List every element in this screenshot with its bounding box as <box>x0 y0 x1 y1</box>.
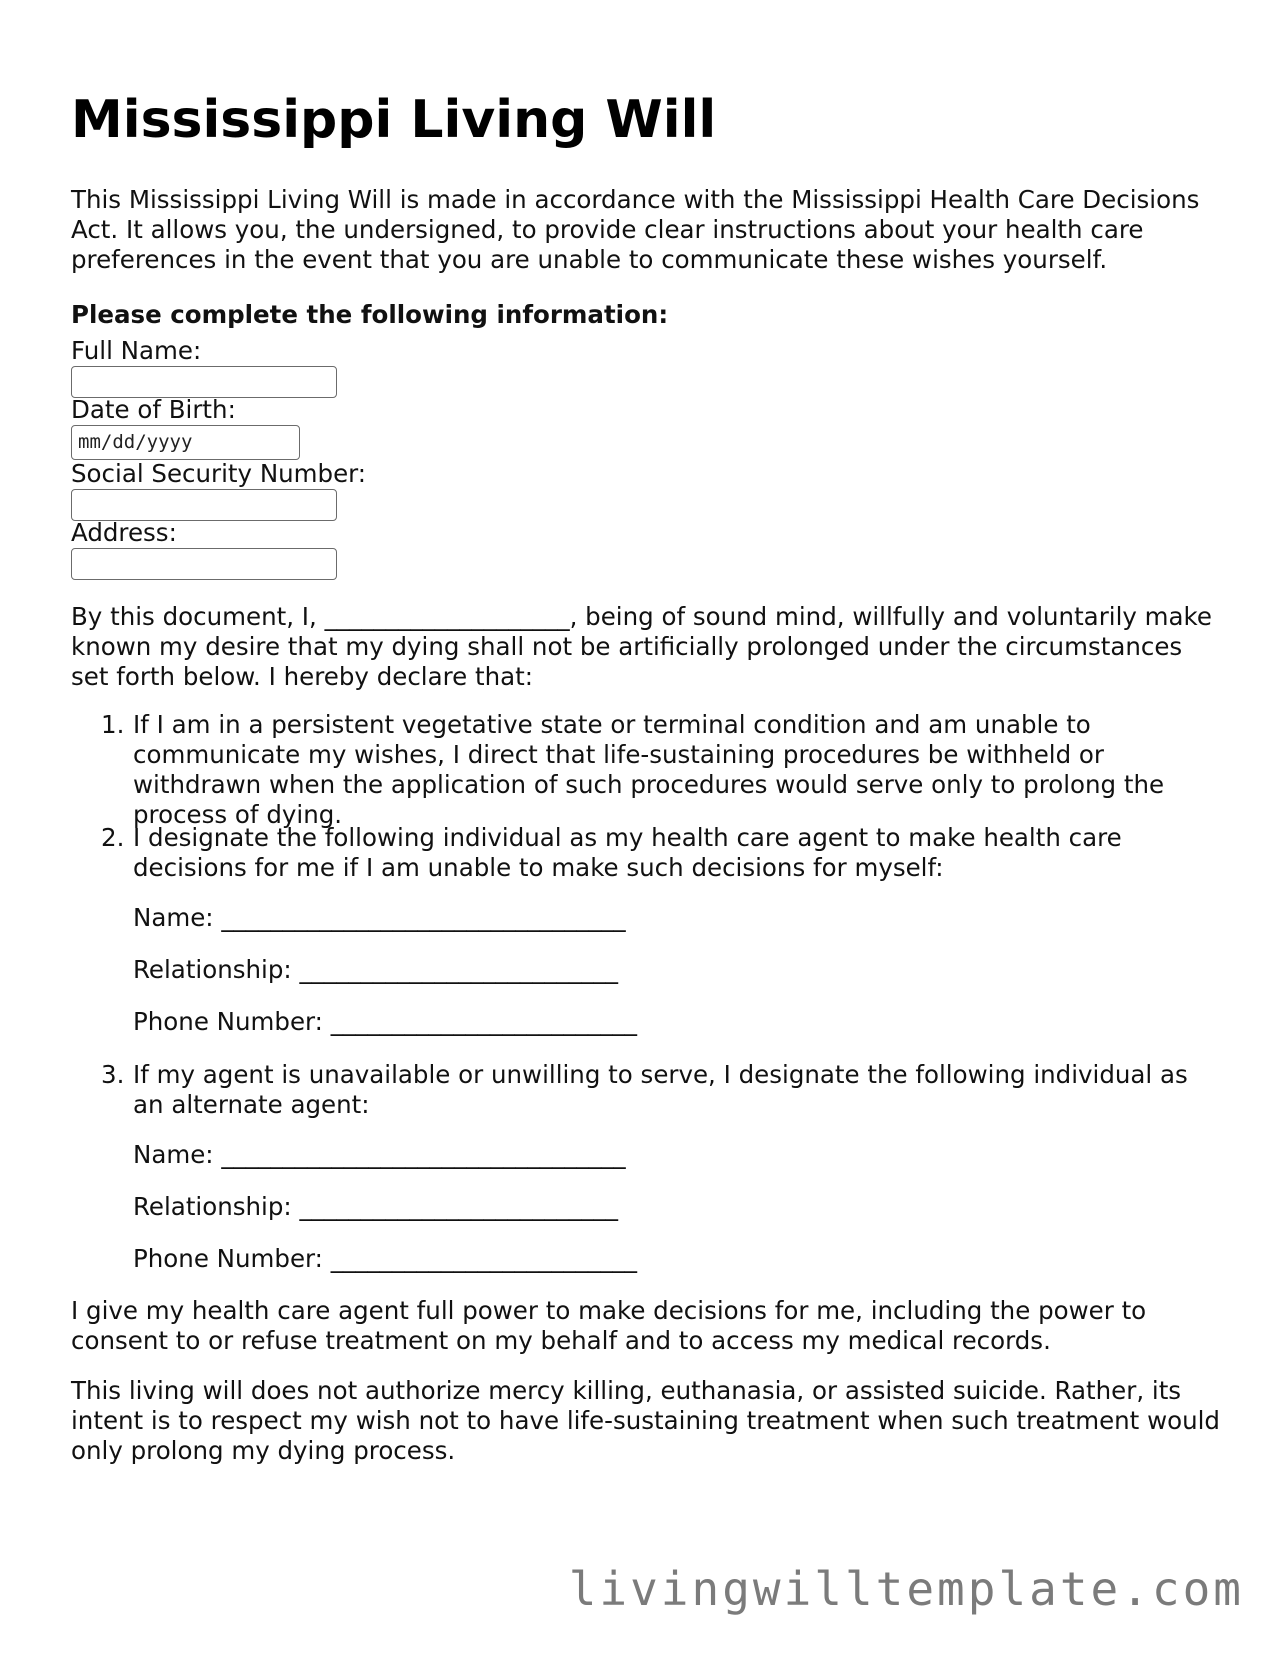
full-name-input[interactable] <box>71 366 337 398</box>
list-item-number: 2. <box>101 823 125 852</box>
dob-input[interactable]: mm/dd/yyyy <box>71 425 300 460</box>
page-title: Mississippi Living Will <box>71 90 717 150</box>
form-prompt: Please complete the following information: <box>71 300 669 329</box>
alternate-agent-phone-line: Phone Number: _________________________ <box>133 1244 637 1273</box>
list-item-number: 3. <box>101 1060 125 1089</box>
ssn-label: Social Security Number: <box>71 459 367 488</box>
alternate-agent-relationship-line: Relationship: __________________________ <box>133 1192 618 1221</box>
address-input[interactable] <box>71 548 337 580</box>
list-item-text: I designate the following individual as my health care agent to make health care decisions for me if I am unable to make such decisions for myself: <box>133 823 1122 882</box>
dob-label: Date of Birth: <box>71 395 236 424</box>
intro-paragraph: This Mississippi Living Will is made in accordance with the Mississippi Health Care Decisions Act. It allows you, the undersigned, to provide clear instructions about your health care preferences in the event that you are unable to communicate these wishes yourself. <box>71 185 1200 274</box>
limitation-paragraph: This living will does not authorize mercy killing, euthanasia, or assisted suicide. Rather, its intent is to respect my wish not to have life-sustaining treatment when such treatment would only prolong my dying process. <box>71 1376 1220 1465</box>
address-label: Address: <box>71 518 177 547</box>
declaration-paragraph: By this document, I, ____________________, being of sound mind, willfully and voluntarily make known my desire that my dying shall not be artificially prolonged under the circumstances set forth below. I hereby declare that: <box>71 602 1212 691</box>
ssn-input[interactable] <box>71 489 337 521</box>
agent-phone-line: Phone Number: _________________________ <box>133 1007 637 1036</box>
list-item-number: 1. <box>101 710 125 739</box>
site-watermark: livingwilltemplate.com <box>568 1562 1244 1616</box>
alternate-agent-name-line: Name: _________________________________ <box>133 1140 626 1169</box>
agent-name-line: Name: _________________________________ <box>133 903 626 932</box>
agent-relationship-line: Relationship: __________________________ <box>133 955 618 984</box>
list-item-text: If I am in a persistent vegetative state or terminal condition and am unable to communicate my wishes, I direct that life-sustaining procedures be withheld or withdrawn when the application of such procedures would serve only to prolong the process of dying. <box>133 710 1165 829</box>
agent-power-paragraph: I give my health care agent full power to make decisions for me, including the power to consent to or refuse treatment on my behalf and to access my medical records. <box>71 1296 1147 1355</box>
full-name-label: Full Name: <box>71 336 202 365</box>
list-item-text: If my agent is unavailable or unwilling to serve, I designate the following individual as an alternate agent: <box>133 1060 1188 1119</box>
